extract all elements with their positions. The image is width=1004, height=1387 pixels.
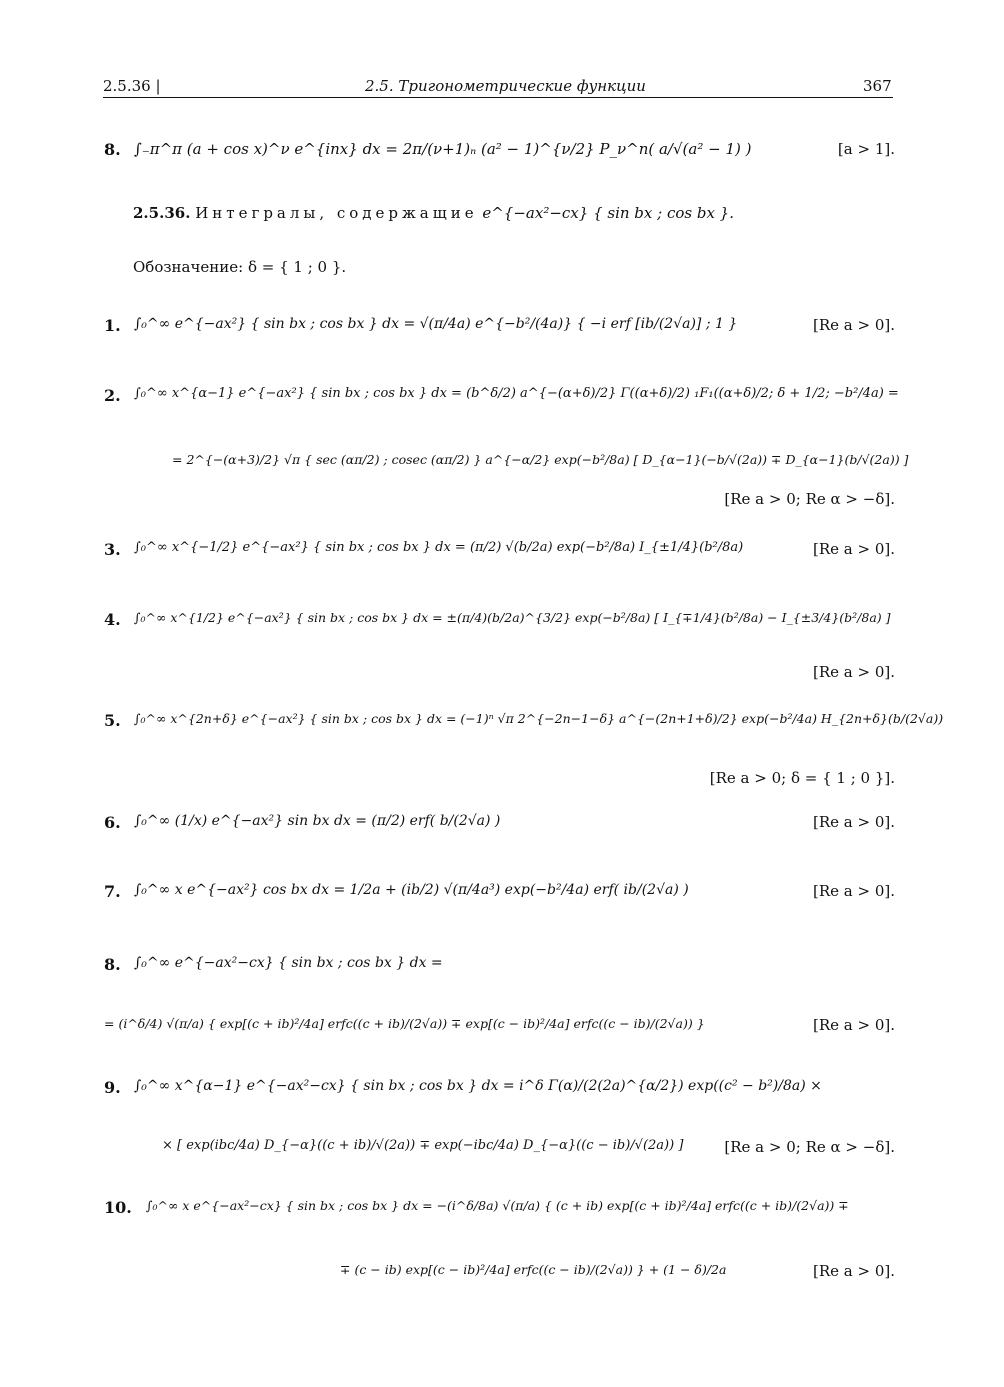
formula-body: ∫₀^∞ x^{α−1} e^{−ax²} { sin bx ; cos bx } dx = (b^δ/2) a^{−(α+δ)/2} Γ((α+δ)/2) ₁F₁((α+δ)/2; δ + 1/2; −b²/4a) = [134, 386, 899, 401]
section-title-text: Интегралы, содержащие [195, 204, 478, 222]
formula-body: = 2^{−(α+3)/2} √π { sec (απ/2) ; cosec (απ/2) } a^{−α/2} exp(−b²/8a) [ D_{α−1}(−b/√(2a)) ∓ D_{α−1}(b/√(2a)) ] [172, 452, 909, 467]
formula-body: ∫₀^∞ e^{−ax²} { sin bx ; cos bx } dx = √(π/4a) e^{−b²/(4a)} { −i erf [ib/(2√a)] ; 1 } [134, 316, 738, 332]
formula-condition: [Re a > 0; δ = { 1 ; 0 }]. [709, 769, 895, 787]
formula-number: 8. [104, 140, 121, 159]
formula-number: 6. [104, 813, 121, 832]
formula-condition: [Re a > 0]. [812, 813, 895, 831]
header-section-number: 2.5.36 | [103, 77, 161, 95]
formula-condition: [Re a > 0]. [812, 1016, 895, 1034]
section-title-expr: e^{−ax²−cx} { sin bx ; cos bx }. [482, 204, 734, 222]
header-title: 2.5. Тригонометрические функции [365, 77, 646, 95]
formula-body: ∫₀^∞ x^{α−1} e^{−ax²−cx} { sin bx ; cos bx } dx = i^δ Γ(α)/(2(2a)^{α/2}) exp((c² − b²)/8a) × [134, 1078, 822, 1094]
section-number: 2.5.36. [133, 204, 191, 222]
formula-number: 4. [104, 610, 121, 629]
formula-condition: [Re a > 0]. [812, 540, 895, 558]
formula-body: ∫₀^∞ (1/x) e^{−ax²} sin bx dx = (π/2) erf( b/(2√a) ) [134, 813, 501, 829]
formula-body: ∫₀^∞ x e^{−ax²−cx} { sin bx ; cos bx } dx = −(i^δ/8a) √(π/a) { (c + ib) exp[(c + ib)²/4a] erfc((c + ib)/(2√a)) ∓ [146, 1198, 849, 1213]
formula-body: ∫₀^∞ x e^{−ax²} cos bx dx = 1/2a + (ib/2) √(π/4a³) exp(−b²/4a) erf( ib/(2√a) ) [134, 882, 689, 898]
formula-number: 2. [104, 386, 121, 405]
formula-body: ∫₀^∞ x^{−1/2} e^{−ax²} { sin bx ; cos bx } dx = (π/2) √(b/2a) exp(−b²/8a) I_{±1/4}(b²/8a) [134, 540, 744, 555]
formula-condition: [Re a > 0]. [812, 663, 895, 681]
formula-number: 5. [104, 711, 121, 730]
formula-number: 3. [104, 540, 121, 559]
formula-body: ∫₀^∞ x^{2n+δ} e^{−ax²} { sin bx ; cos bx } dx = (−1)ⁿ √π 2^{−2n−1−δ} a^{−(2n+1+δ)/2} exp(−b²/4a) H_{2n+δ}(b/(2√a)) [134, 711, 944, 726]
formula-condition: [Re a > 0]. [812, 882, 895, 900]
formula-number: 1. [104, 316, 121, 335]
formula-body: ∫₋π^π (a + cos x)^ν e^{inx} dx = 2π/(ν+1)ₙ (a² − 1)^{ν/2} P_ν^n( a/√(a² − 1) ) [134, 140, 752, 158]
formula-body: × [ exp(ibc/4a) D_{−α}((c + ib)/√(2a)) ∓ exp(−ibc/4a) D_{−α}((c − ib)/√(2a)) ] [162, 1138, 684, 1153]
formula-condition: [Re a > 0]. [812, 316, 895, 334]
section-title [133, 204, 734, 222]
formula-condition: [Re a > 0; Re α > −δ]. [724, 490, 895, 508]
page-number: 367 [863, 77, 892, 95]
notation: Обозначение: δ = { 1 ; 0 }. [133, 258, 347, 276]
formula-body: ∓ (c − ib) exp[(c − ib)²/4a] erfc((c − ib)/(2√a)) } + (1 − δ)/2a [340, 1262, 727, 1277]
formula-body: ∫₀^∞ e^{−ax²−cx} { sin bx ; cos bx } dx = [134, 955, 443, 971]
formula-condition: [Re a > 0]. [812, 1262, 895, 1280]
formula-condition: [Re a > 0; Re α > −δ]. [724, 1138, 895, 1156]
formula-number: 10. [104, 1198, 132, 1217]
formula-number: 8. [104, 955, 121, 974]
formula-body: ∫₀^∞ x^{1/2} e^{−ax²} { sin bx ; cos bx } dx = ±(π/4)(b/2a)^{3/2} exp(−b²/8a) [ I_{∓1/4}(b²/8a) − I_{±3/4}(b²/8a) ] [134, 610, 891, 625]
formula-number: 7. [104, 882, 121, 901]
formula-condition: [a > 1]. [837, 140, 895, 158]
formula-number: 9. [104, 1078, 121, 1097]
formula-body: = (i^δ/4) √(π/a) { exp[(c + ib)²/4a] erfc((c + ib)/(2√a)) ∓ exp[(c − ib)²/4a] erfc((c − ib)/(2√a)) } [104, 1016, 705, 1031]
header-rule [103, 97, 893, 98]
